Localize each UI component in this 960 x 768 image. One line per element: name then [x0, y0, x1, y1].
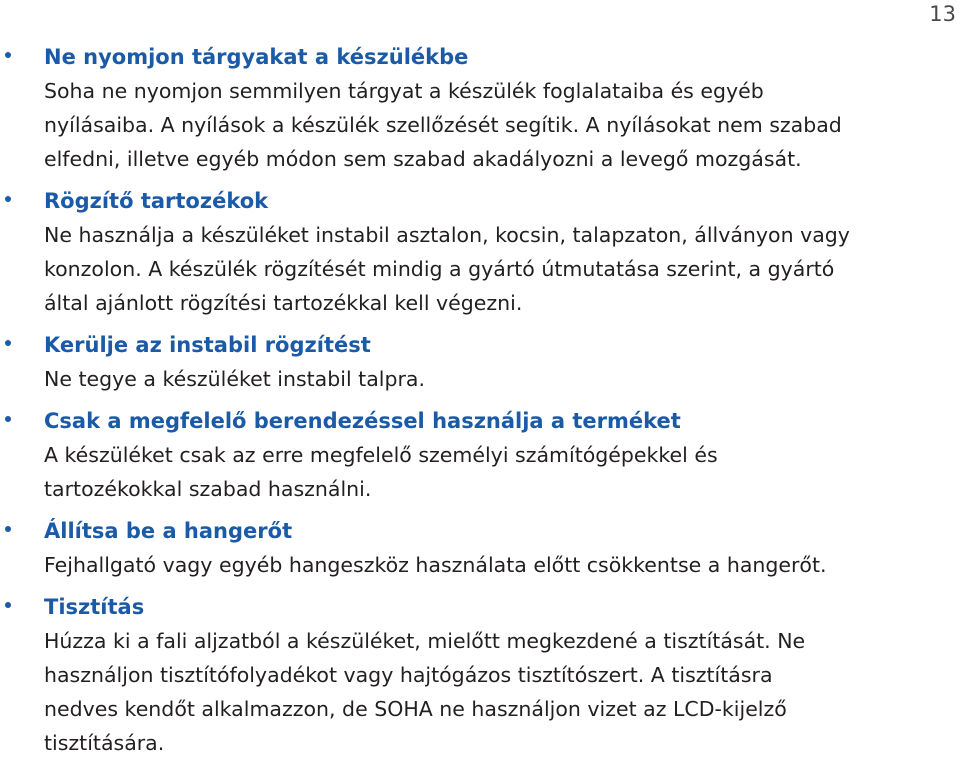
list-item	[0, 404, 960, 506]
bullet-icon	[5, 416, 11, 422]
item-text: Soha ne nyomjon semmilyen tárgyat a készülék foglalataiba és egyéb nyílásaiba. A nyílások a készülék szellőzését segítik. A nyílásokat nem szabad elfedni, illetve egyéb módon sem szabad akadályozni a levegő mozgását.	[44, 79, 842, 171]
bullet-icon	[5, 340, 11, 346]
item-text: Húzza ki a fali aljzatból a készüléket, mielőtt megkezdené a tisztítását. Ne használjon tisztítófolyadékot vagy hajtógázos tisztítószert. A tisztításra nedves kendőt alkalmazzon, de SOHA ne használjon vizet az LCD-kijelző tisztítására.	[44, 629, 806, 755]
list-item	[0, 184, 960, 320]
item-heading: Rögzítő tartozékok	[44, 189, 269, 213]
page-number: 13	[929, 2, 956, 26]
item-text: A készüléket csak az erre megfelelő személyi számítógépekkel és tartozékokkal szabad használni.	[44, 443, 718, 501]
safety-list	[0, 40, 960, 768]
list-item	[0, 328, 960, 396]
bullet-icon	[5, 602, 11, 608]
bullet-icon	[5, 526, 11, 532]
item-heading: Csak a megfelelő berendezéssel használja a terméket	[44, 409, 681, 433]
item-heading: Ne nyomjon tárgyakat a készülékbe	[44, 45, 469, 69]
item-heading: Kerülje az instabil rögzítést	[44, 333, 371, 357]
item-text: Ne tegye a készüléket instabil talpra.	[44, 367, 425, 391]
bullet-icon	[5, 52, 11, 58]
list-item	[0, 40, 960, 176]
list-item	[0, 514, 960, 582]
item-text: Fejhallgató vagy egyéb hangeszköz használata előtt csökkentse a hangerőt.	[44, 553, 827, 577]
item-heading: Tisztítás	[44, 595, 145, 619]
list-item	[0, 590, 960, 760]
item-heading: Állítsa be a hangerőt	[44, 519, 293, 543]
bullet-icon	[5, 196, 11, 202]
item-text: Ne használja a készüléket instabil asztalon, kocsin, talapzaton, állványon vagy konzolon. A készülék rögzítését mindig a gyártó útmutatása szerint, a gyártó által ajánlott rögzítési tartozékkal kell végezni.	[44, 223, 850, 315]
